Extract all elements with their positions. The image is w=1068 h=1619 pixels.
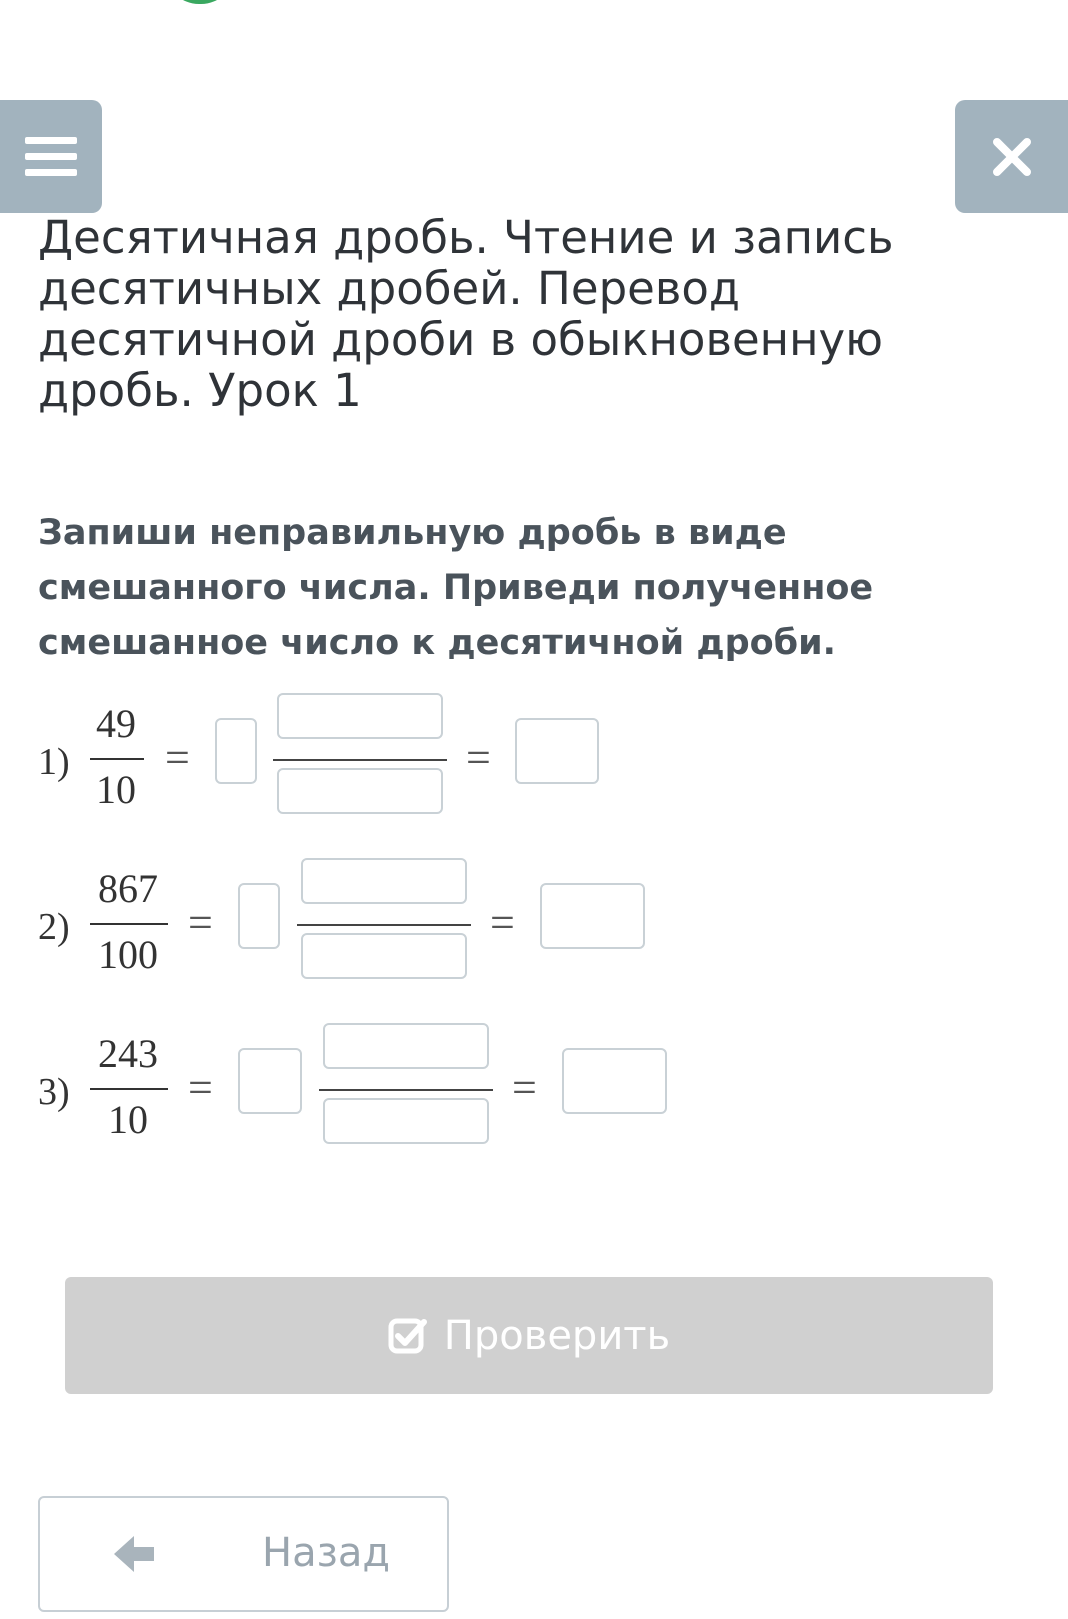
fraction-numerator: 49	[96, 701, 136, 746]
numerator-input[interactable]	[277, 693, 443, 739]
denominator-input[interactable]	[323, 1098, 489, 1144]
decimal-input[interactable]	[540, 883, 645, 949]
checkbox-check-icon	[388, 1316, 428, 1356]
decimal-input[interactable]	[562, 1048, 667, 1114]
equals-sign: =	[165, 733, 190, 782]
close-icon	[992, 137, 1032, 177]
fraction-bar	[90, 923, 168, 925]
denominator-input[interactable]	[301, 933, 467, 979]
whole-part-input[interactable]	[215, 718, 257, 784]
denominator-input[interactable]	[277, 768, 443, 814]
equals-sign: =	[466, 733, 491, 782]
task-instruction: Запиши неправильную дробь в виде смешанного числа. Приведи полученное смешанное число к десятичной дроби.	[38, 513, 874, 663]
equals-sign: =	[188, 1063, 213, 1112]
numerator-input[interactable]	[301, 858, 467, 904]
item-label: 2)	[38, 906, 70, 948]
logo-fragment	[165, 0, 235, 4]
check-button[interactable]	[65, 1277, 993, 1394]
whole-part-input[interactable]	[238, 883, 280, 949]
menu-button[interactable]	[0, 100, 102, 213]
fraction-bar	[90, 758, 144, 760]
check-button-label: Проверить	[443, 1312, 671, 1359]
equals-sign: =	[490, 898, 515, 947]
whole-part-input[interactable]	[238, 1048, 302, 1114]
fraction-denominator: 100	[98, 932, 158, 977]
equals-sign: =	[188, 898, 213, 947]
back-button[interactable]	[38, 1496, 449, 1612]
numerator-input[interactable]	[323, 1023, 489, 1069]
fraction-denominator: 10	[108, 1097, 148, 1142]
lesson-title: Десятичная дробь. Чтение и запись десятичных дробей. Перевод десятичной дроби в обыкновенную дробь. Урок 1	[38, 211, 894, 417]
fraction-bar	[319, 1089, 493, 1091]
hamburger-menu-icon	[25, 137, 77, 177]
fraction-bar	[90, 1088, 168, 1090]
item-label: 1)	[38, 741, 70, 783]
equals-sign: =	[512, 1063, 537, 1112]
fraction-numerator: 243	[98, 1031, 158, 1076]
fraction-bar	[297, 924, 471, 926]
close-button[interactable]	[955, 100, 1068, 213]
fraction-denominator: 10	[96, 767, 136, 812]
decimal-input[interactable]	[515, 718, 599, 784]
arrow-left-icon	[114, 1534, 156, 1574]
item-label: 3)	[38, 1071, 70, 1113]
back-button-label: Назад	[262, 1530, 391, 1576]
fraction-bar	[273, 759, 447, 761]
fraction-numerator: 867	[98, 866, 158, 911]
